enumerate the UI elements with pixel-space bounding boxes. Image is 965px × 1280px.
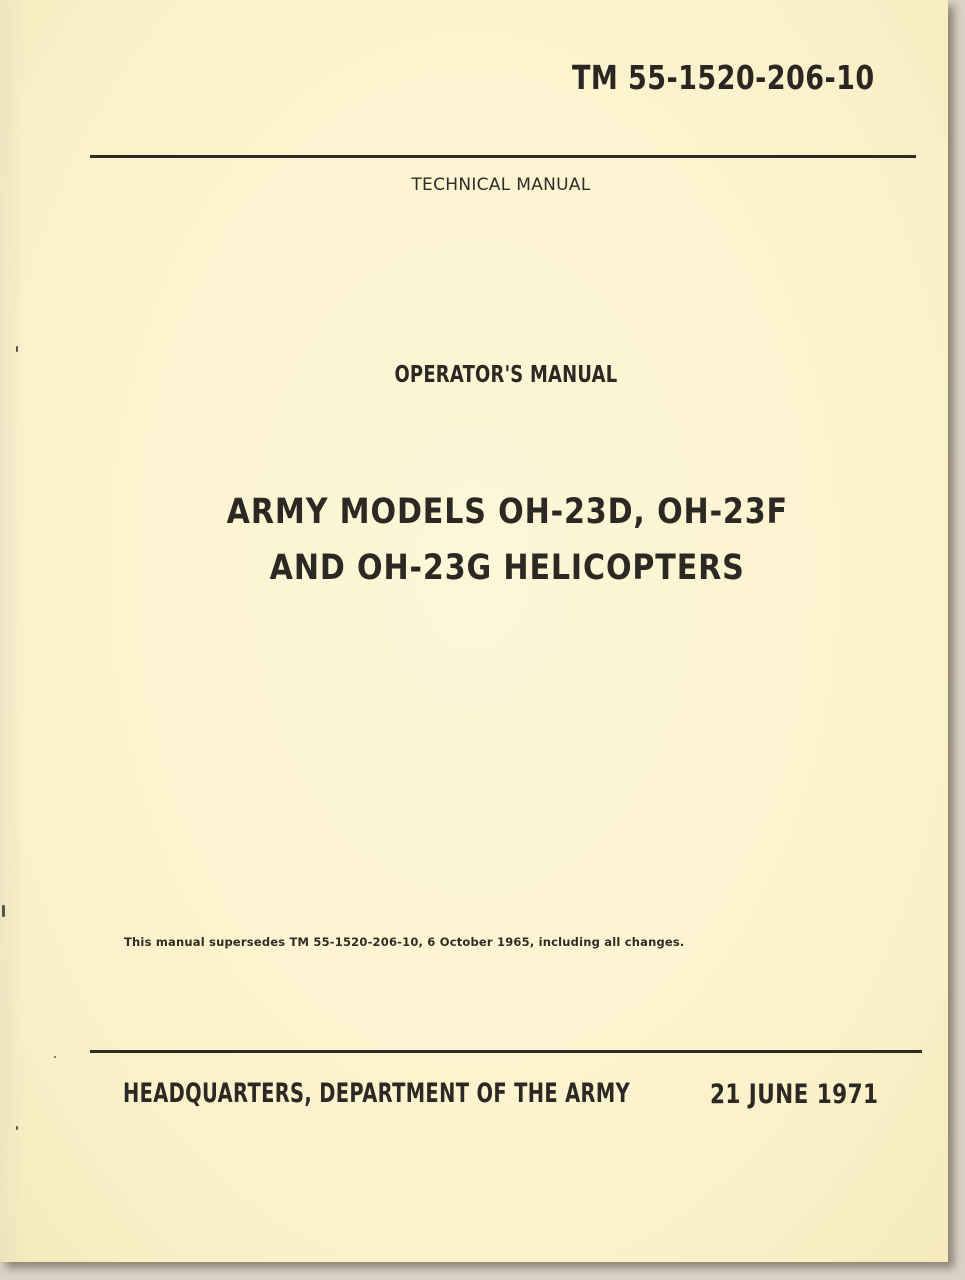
tm-number: TM 55-1520-206-10 (572, 58, 875, 97)
margin-speck (54, 1056, 56, 1058)
margin-speck (2, 905, 5, 917)
margin-speck (16, 346, 18, 352)
operators-manual-text: OPERATOR'S MANUAL (394, 362, 618, 388)
title-line-1-text: ARMY MODELS OH-23D, OH-23F (226, 492, 789, 532)
top-rule (90, 155, 916, 158)
title-line-1 (0, 492, 948, 532)
technical-manual-label: TECHNICAL MANUAL (411, 175, 591, 195)
operators-manual-heading (0, 362, 948, 388)
issue-date: 21 JUNE 1971 (710, 1079, 879, 1110)
supersedes-note: This manual supersedes TM 55-1520-206-10, 6 October 1965, including all changes. (124, 935, 685, 949)
margin-speck (16, 1126, 18, 1130)
bottom-rule (90, 1050, 922, 1053)
title-line-2-text: AND OH-23G HELICOPTERS (269, 548, 746, 588)
title-line-2 (0, 548, 948, 588)
issuer-headquarters: HEADQUARTERS, DEPARTMENT OF THE ARMY (123, 1078, 631, 1109)
